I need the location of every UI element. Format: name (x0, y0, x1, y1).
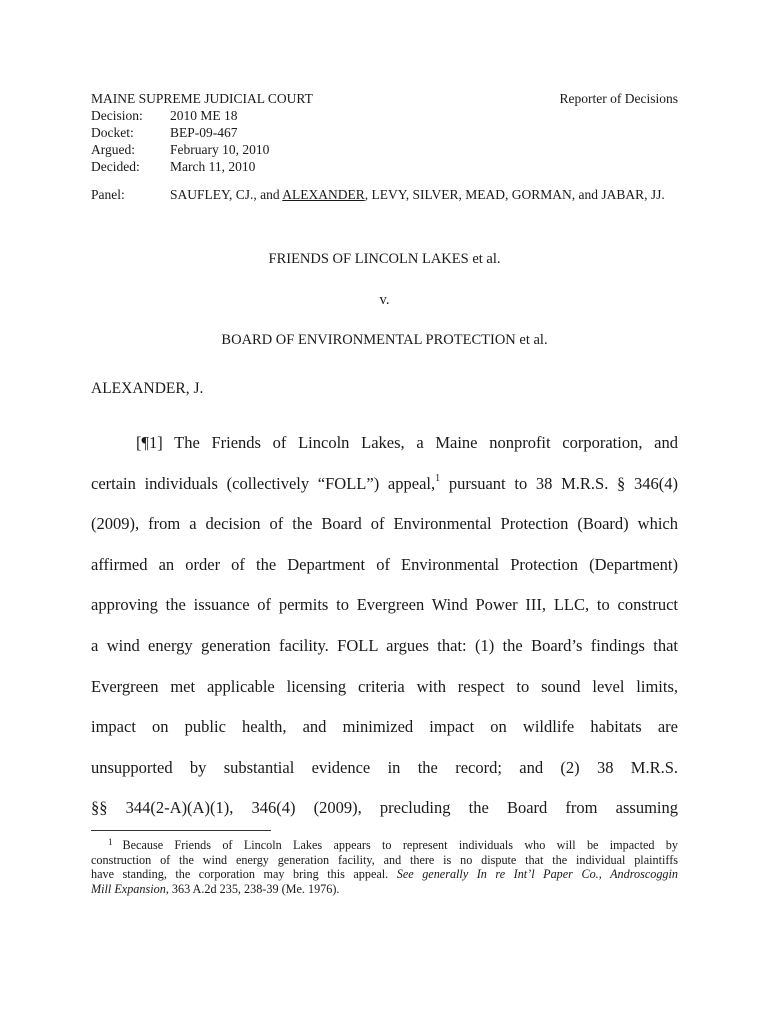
court-name: MAINE SUPREME JUDICIAL COURT (91, 91, 313, 106)
docket-row (91, 124, 678, 141)
footnote-line-1: Because Friends of Lincoln Lakes appears to represent individuals who will be impacted by (122, 838, 678, 852)
caption-versus: v. (379, 292, 390, 308)
footnote-mark: 1 (108, 837, 113, 847)
caption-plaintiff: FRIENDS OF LINCOLN LAKES et al. (268, 251, 501, 267)
body-line: (2009), from a decision of the Board of Environmental Protection (Board) which (91, 514, 678, 534)
footnote-line-3-plain: have standing, the corporation may bring this appeal. (91, 867, 397, 881)
argued-label: Argued: (91, 142, 135, 157)
footnote-line (91, 838, 678, 853)
argued-row (91, 141, 678, 158)
body-line: a wind energy generation facility. FOLL argues that: (1) the Board’s findings that (91, 635, 678, 655)
footnote-case-name-italic: Mill Expansion (91, 881, 166, 896)
court-row (91, 90, 678, 107)
decision-value: 2010 ME 18 (170, 108, 238, 123)
footnote-divider (91, 830, 271, 831)
docket-value: BEP-09-467 (170, 125, 238, 140)
body-line: §§ 344(2-A)(A)(1), 346(4) (2009), precluding the Board from assuming (91, 798, 678, 818)
decided-row (91, 158, 678, 175)
argued-value: February 10, 2010 (170, 142, 270, 157)
footnote-line (91, 867, 678, 882)
panel-label: Panel: (91, 187, 125, 202)
body-line: impact on public health, and minimized impact on wildlife habitats are (91, 717, 678, 737)
footnote-1 (91, 838, 678, 896)
panel-author-underlined: ALEXANDER (282, 187, 365, 202)
body-line: [¶1] The Friends of Lincoln Lakes, a Maine nonprofit corporation, and (136, 433, 678, 452)
reporter-label: Reporter of Decisions (559, 91, 678, 106)
panel-post: , LEVY, SILVER, MEAD, GORMAN, and JABAR, JJ. (364, 187, 665, 202)
body-line-2-end: pursuant to 38 M.R.S. § 346(4) (440, 473, 679, 493)
body-line-2-start: certain individuals (collectively “FOLL”) appeal, (91, 473, 436, 493)
footnote-line (91, 882, 678, 897)
body-line: unsupported by substantial evidence in the record; and (2) 38 M.R.S. (91, 757, 678, 777)
decision-row (91, 107, 678, 124)
panel-justices (170, 187, 678, 203)
panel-row (91, 187, 678, 203)
body-line: affirmed an order of the Department of Environmental Protection (Department) (91, 554, 678, 574)
caption-defendant: BOARD OF ENVIRONMENTAL PROTECTION et al. (221, 332, 548, 348)
footnote-citation-italic: See generally In re Int’l Paper Co., Androscoggin (396, 867, 678, 881)
opinion-body (91, 423, 678, 829)
footnote-line-4-plain: , 363 A.2d 235, 238-39 (Me. 1976). (165, 881, 340, 896)
opinion-author: ALEXANDER, J. (91, 380, 204, 397)
footnote-reference[interactable]: 1 (435, 473, 441, 485)
body-line: approving the issuance of permits to Evergreen Wind Power III, LLC, to construct (91, 595, 678, 615)
body-line (91, 464, 678, 505)
footnote-line-2: construction of the wind energy generation facility, and there is no dispute that the individual plaintiffs (91, 852, 678, 867)
decided-label: Decided: (91, 159, 140, 174)
decision-label: Decision: (91, 108, 143, 123)
decided-value: March 11, 2010 (170, 159, 256, 174)
panel-pre: SAUFLEY, CJ., and (170, 187, 283, 202)
docket-label: Docket: (91, 125, 134, 140)
body-line: Evergreen met applicable licensing criteria with respect to sound level limits, (91, 676, 678, 696)
case-header (91, 90, 678, 175)
